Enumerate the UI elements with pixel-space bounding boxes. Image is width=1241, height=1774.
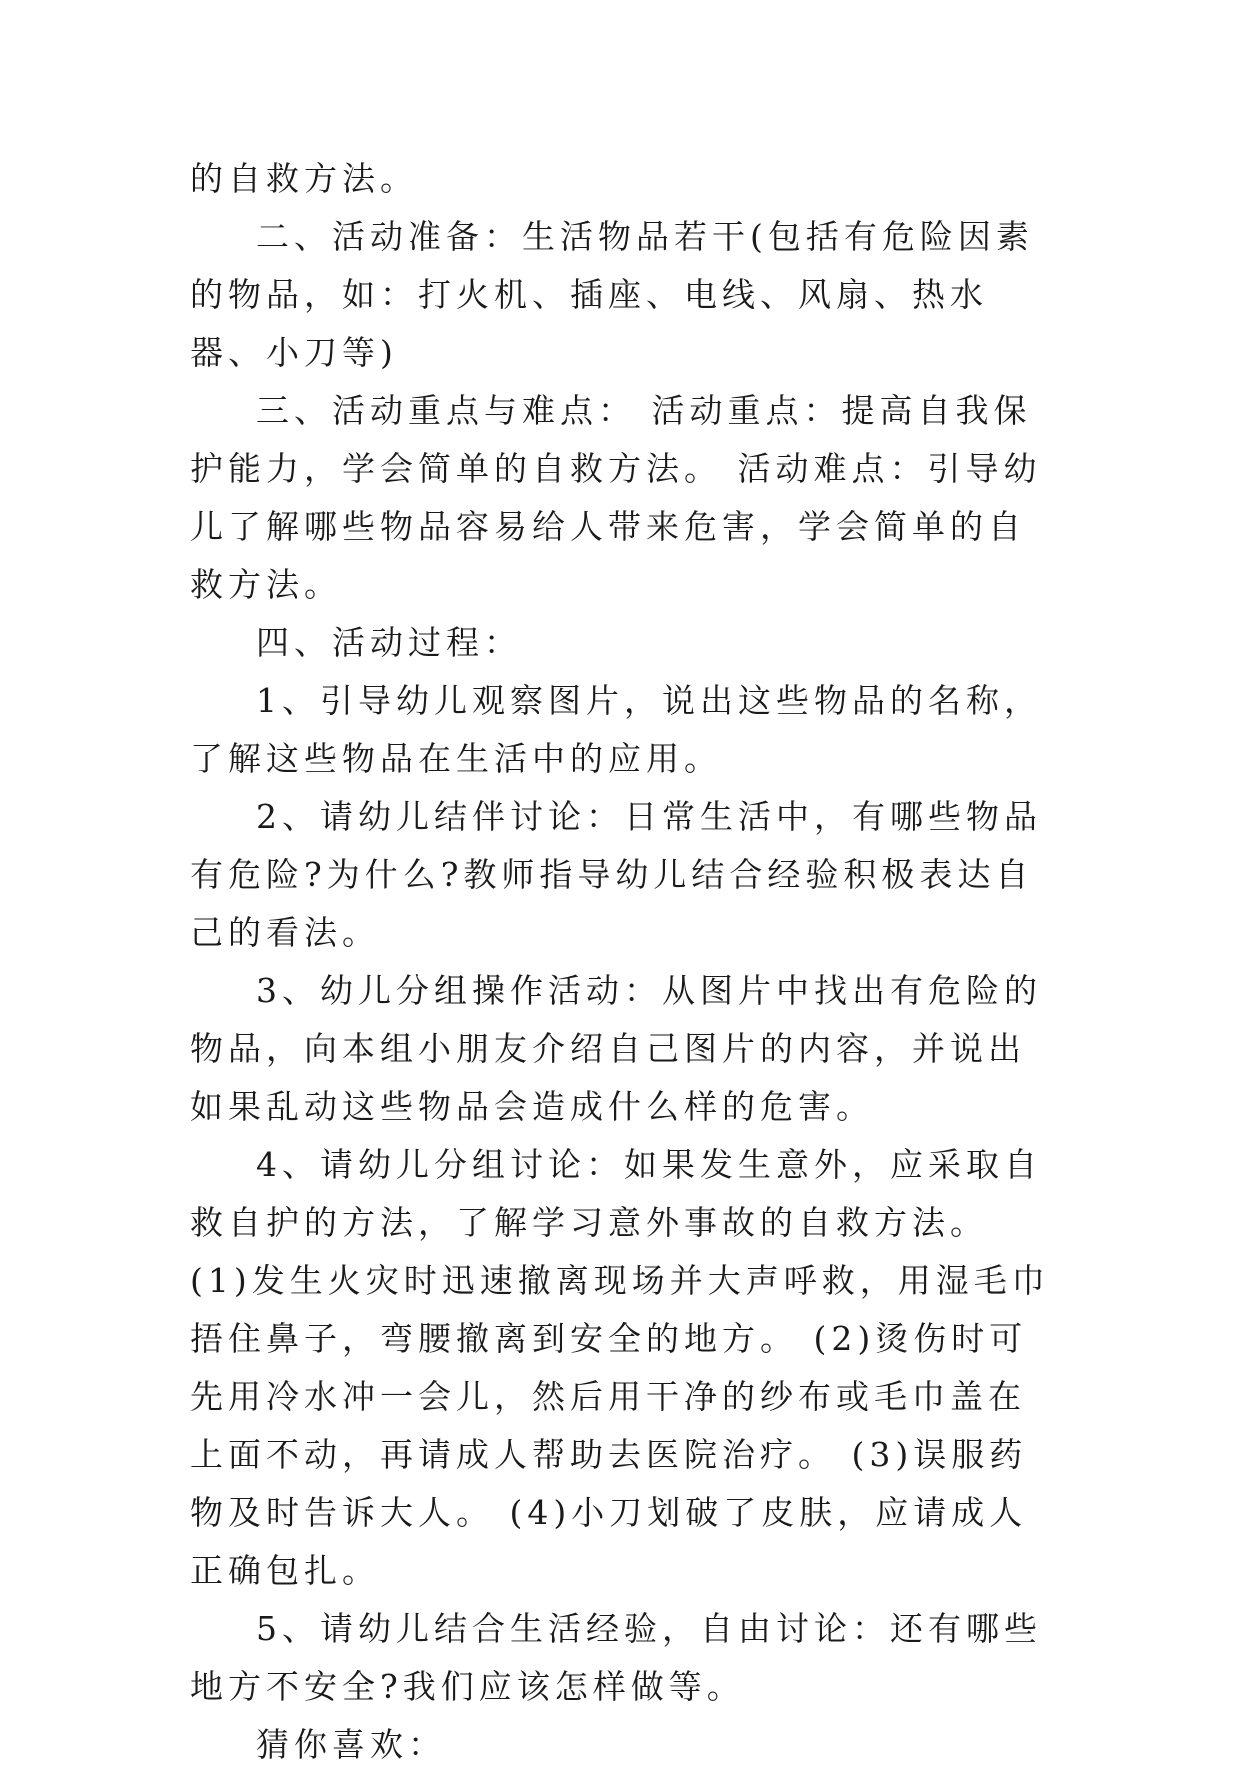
paragraph-you-may-like: 猜你喜欢： [256,1725,446,1764]
document-body [190,150,1050,1774]
paragraph-continuation: 的自救方法。 [190,159,418,198]
paragraph-step-1: 1、引导幼儿观察图片，说出这些物品的名称，了解这些物品在生活中的应用。 [190,681,1042,778]
paragraph-activity-preparation: 二、活动准备：生活物品若干(包括有危险因素的物品，如：打火机、插座、电线、风扇、热水器、小刀等) [190,217,1034,372]
paragraph-key-points: 三、活动重点与难点： 活动重点：提高自我保护能力，学会简单的自救方法。 活动难点：引导幼儿了解哪些物品容易给人带来危害，学会简单的自救方法。 [190,391,1042,604]
paragraph-step-5: 5、请幼儿结合生活经验，自由讨论：还有哪些地方不安全?我们应该怎样做等。 [190,1609,1042,1706]
paragraph-step-2: 2、请幼儿结伴讨论：日常生活中，有哪些物品有危险?为什么?教师指导幼儿结合经验积极表达自己的看法。 [190,797,1042,952]
paragraph-step-4: 4、请幼儿分组讨论：如果发生意外，应采取自救自护的方法，了解学习意外事故的自救方法。 (1)发生火灾时迅速撤离现场并大声呼救，用湿毛巾捂住鼻子，弯腰撤离到安全的地方。 (2)烫伤时可先用冷水冲一会儿，然后用干净的纱布或毛巾盖在上面不动，再请成人帮助去医院治疗。 (3)误服药物及时告诉大人。 (4)小刀划破了皮肤，应请成人正确包扎。 [190,1145,1050,1590]
paragraph-step-3: 3、幼儿分组操作活动：从图片中找出有危险的物品，向本组小朋友介绍自己图片的内容，并说出如果乱动这些物品会造成什么样的危害。 [190,971,1042,1126]
paragraph-process-heading: 四、活动过程： [256,623,522,662]
